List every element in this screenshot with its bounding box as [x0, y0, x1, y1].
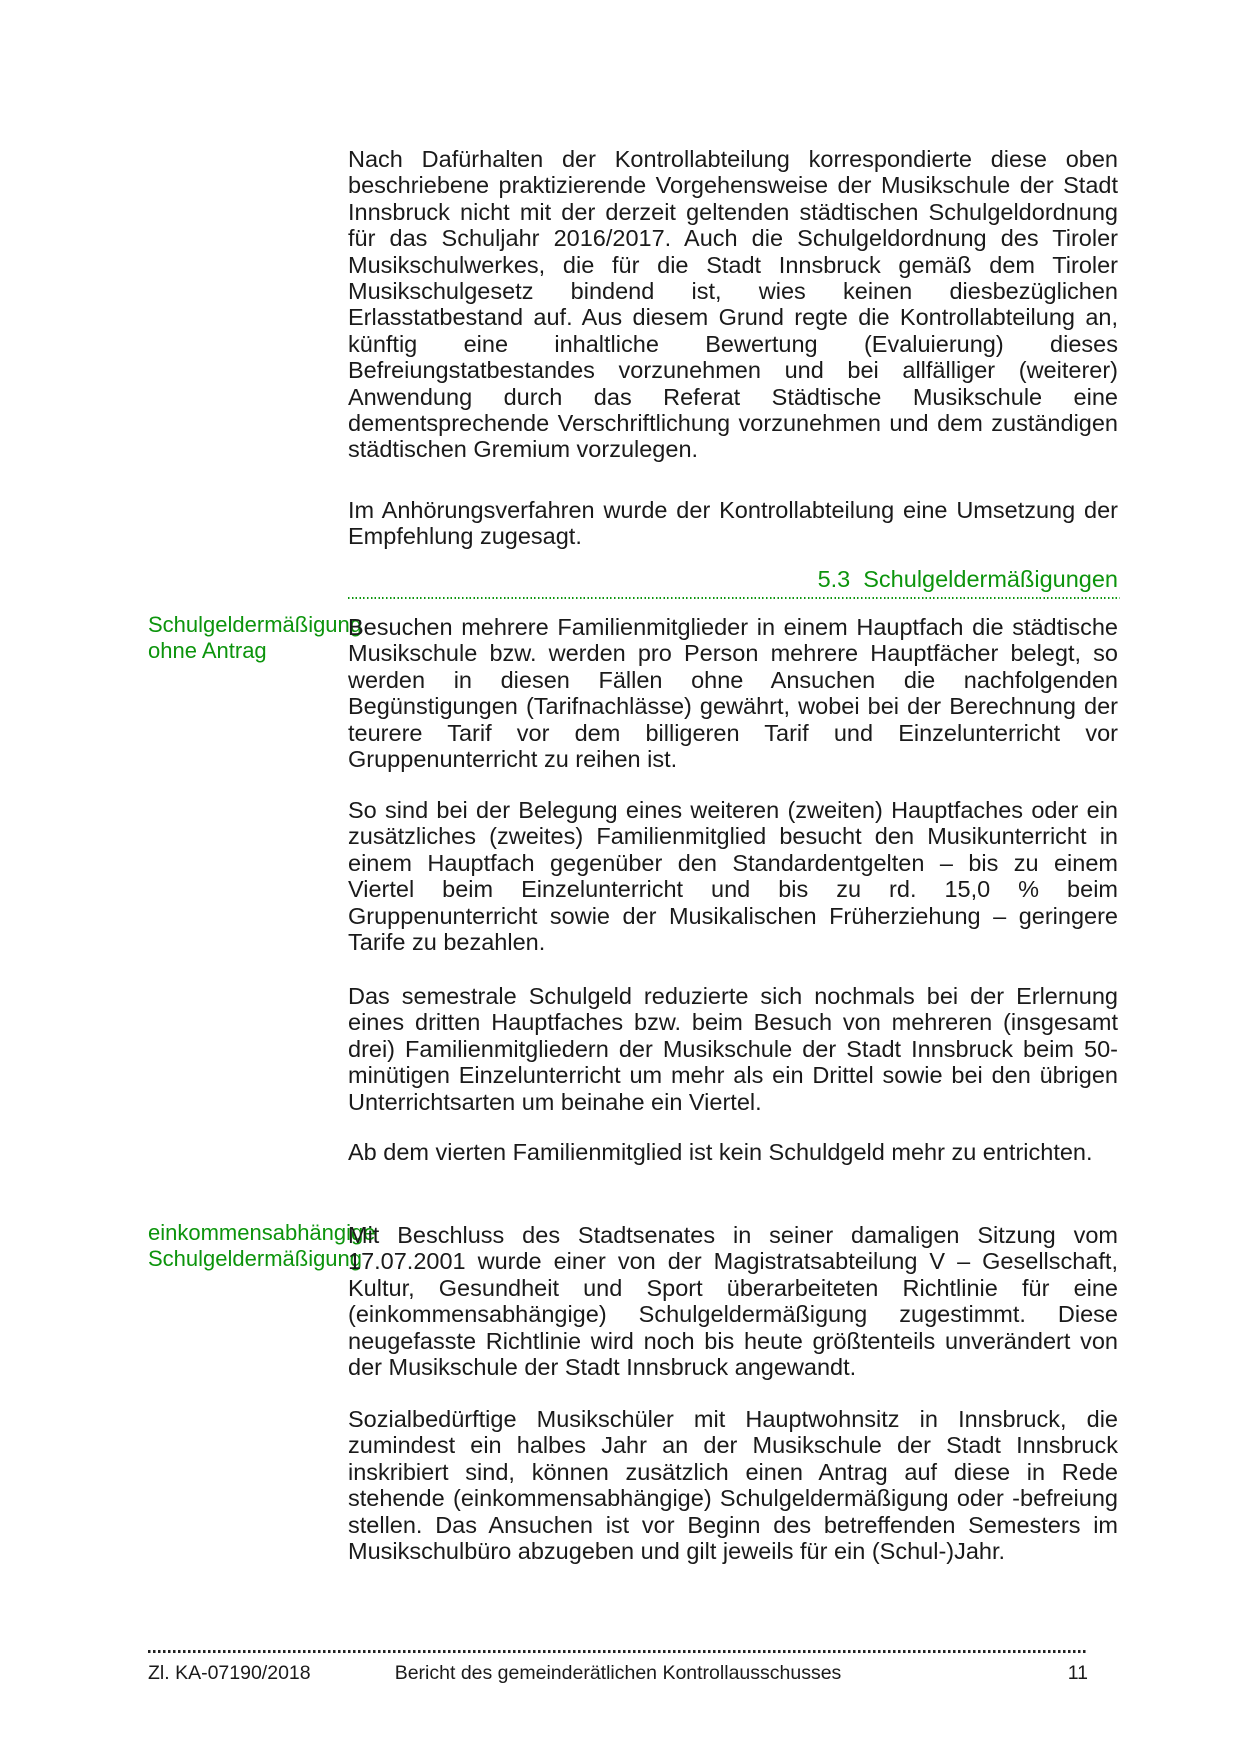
section-heading [348, 566, 1118, 592]
footer-separator [148, 1650, 1088, 1653]
paragraph: So sind bei der Belegung eines weiteren (zweiten) Hauptfaches oder ein zusätzliches (zweites) Familienmitglied besucht den Musikunterricht in einem Hauptfach gegenüber den Standardentgelten – bis zu einem Viertel beim Einzelunterricht und bis zu rd. 15,0 % beim Gruppenunterricht sowie der Musikalischen Früherziehung – geringere Tarife zu bezahlen. [348, 797, 1118, 956]
footer-reference: Zl. KA-07190/2018 [148, 1662, 311, 1684]
section-heading-separator [348, 597, 1120, 599]
paragraph: Sozialbedürftige Musikschüler mit Hauptwohnsitz in Innsbruck, die zumindest ein halbes Jahr an der Musikschule der Stadt Innsbruck inskribiert sind, können zusätzlich einen Antrag auf diese in Rede stehende (einkommensabhängige) Schulgeldermäßigung oder -befreiung stellen. Das Ansuchen ist vor Beginn des betreffenden Semesters im Musikschulbüro abzugeben und gilt jeweils für ein (Schul-)Jahr. [348, 1406, 1118, 1565]
section-number: 5.3 [817, 566, 851, 592]
footer-page-number: 11 [1067, 1662, 1088, 1684]
page-footer [148, 1660, 1088, 1686]
footer-title: Bericht des gemeinderätlichen Kontrollausschusses [394, 1662, 842, 1684]
paragraph: Besuchen mehrere Familienmitglieder in einem Hauptfach die städtische Musikschule bzw. werden pro Person mehrere Hauptfächer belegt, so werden in diesen Fällen ohne Ansuchen die nachfolgenden Begünstigungen (Tarifnachlässe) gewährt, wobei bei der Berechnung der teurere Tarif vor dem billigeren Tarif und Einzelunterricht vor Gruppenunterricht zu reihen ist. [348, 614, 1118, 773]
paragraph: Das semestrale Schulgeld reduzierte sich nochmals bei der Erlernung eines dritten Hauptfaches bzw. beim Besuch von mehreren (insgesamt drei) Familienmitgliedern der Musikschule der Stadt Innsbruck beim 50-minütigen Einzelunterricht um mehr als ein Drittel sowie bei den übrigen Unterrichtsarten um beinahe ein Viertel. [348, 983, 1118, 1115]
paragraph: Ab dem vierten Familienmitglied ist kein Schuldgeld mehr zu entrichten. [348, 1139, 1093, 1165]
margin-note: einkommensabhängige Schulgeldermäßigung [148, 1220, 376, 1271]
margin-note: Schulgeldermäßigung ohne Antrag [148, 612, 363, 663]
paragraph: Nach Dafürhalten der Kontrollabteilung korrespondierte diese oben beschriebene praktizierende Vorgehensweise der Musikschule der Stadt Innsbruck nicht mit der derzeit geltenden städtischen Schulgeldordnung für das Schuljahr 2016/2017. Auch die Schulgeldordnung des Tiroler Musikschulwerkes, die für die Stadt Innsbruck gemäß dem Tiroler Musikschulgesetz bindend ist, wies keinen diesbezüglichen Erlasstatbestand auf. Aus diesem Grund regte die Kontrollabteilung an, künftig eine inhaltliche Bewertung (Evaluierung) dieses Befreiungstatbestandes vorzunehmen und bei allfälliger (weiterer) Anwendung durch das Referat Städtische Musikschule eine dementsprechende Verschriftlichung vorzunehmen und dem zuständigen städtischen Gremium vorzulegen. [348, 146, 1118, 463]
section-title: Schulgeldermäßigungen [863, 566, 1118, 592]
paragraph: Im Anhörungsverfahren wurde der Kontrollabteilung eine Umsetzung der Empfehlung zugesagt. [348, 497, 1118, 550]
paragraph: Mit Beschluss des Stadtsenates in seiner damaligen Sitzung vom 17.07.2001 wurde einer von der Magistratsabteilung V – Gesellschaft, Kultur, Gesundheit und Sport überarbeiteten Richtlinie für eine (einkommensabhängige) Schulgeldermäßigung zugestimmt. Diese neugefasste Richtlinie wird noch bis heute größtenteils unverändert von der Musikschule der Stadt Innsbruck angewandt. [348, 1222, 1118, 1381]
